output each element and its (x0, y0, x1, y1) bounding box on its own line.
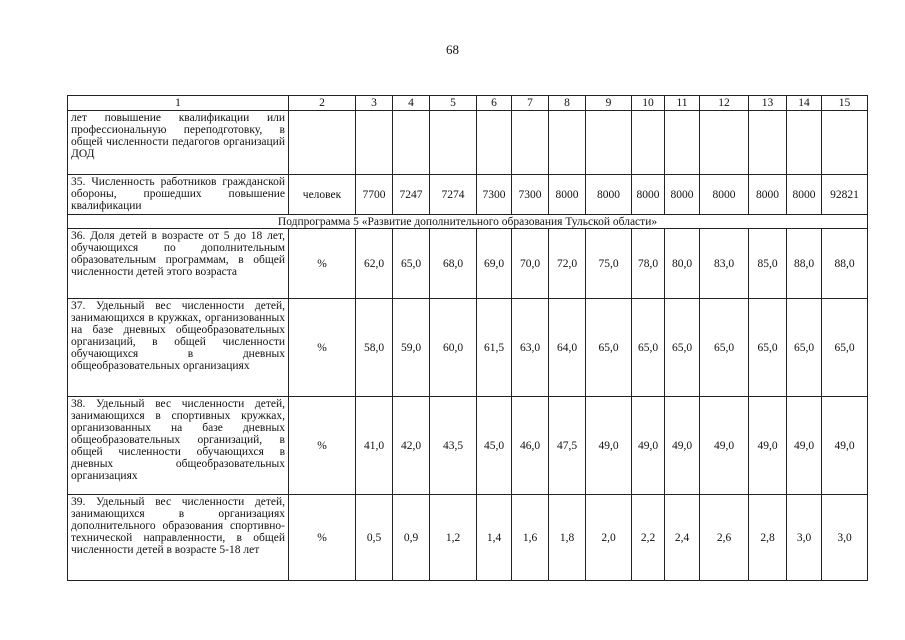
value-cell: 64,0 (549, 299, 586, 397)
table-row (68, 111, 868, 175)
value-cell: 63,0 (512, 299, 549, 397)
value-cell: 8000 (586, 175, 632, 215)
value-cell: 49,0 (665, 397, 700, 495)
value-cell: 75,0 (586, 229, 632, 299)
value-cell: 65,0 (822, 299, 868, 397)
value-cell: 7700 (356, 175, 393, 215)
value-cell (430, 111, 477, 175)
value-cell (356, 111, 393, 175)
indicator-description: 37. Удельный вес численности детей, занимающихся в кружках, организованных на базе дневных общеобразовательных организаций, в общей численности обучающихся в дневных общеобразовательных организациях (68, 299, 289, 397)
header-cell: 4 (393, 96, 430, 111)
value-cell: 1,8 (549, 495, 586, 581)
value-cell: 49,0 (586, 397, 632, 495)
value-cell: 65,0 (700, 299, 749, 397)
value-cell: 8000 (749, 175, 787, 215)
table-row (68, 299, 868, 397)
unit-cell: % (289, 397, 356, 495)
value-cell: 2,0 (586, 495, 632, 581)
value-cell: 78,0 (632, 229, 665, 299)
header-cell: 3 (356, 96, 393, 111)
value-cell: 2,4 (665, 495, 700, 581)
header-cell: 6 (477, 96, 512, 111)
value-cell: 70,0 (512, 229, 549, 299)
table-row (68, 397, 868, 495)
value-cell: 92821 (822, 175, 868, 215)
value-cell: 42,0 (393, 397, 430, 495)
value-cell: 80,0 (665, 229, 700, 299)
value-cell: 61,5 (477, 299, 512, 397)
header-cell: 10 (632, 96, 665, 111)
value-cell (749, 111, 787, 175)
unit-cell (289, 111, 356, 175)
value-cell: 62,0 (356, 229, 393, 299)
table-row (68, 495, 868, 581)
unit-cell: человек (289, 175, 356, 215)
value-cell: 8000 (632, 175, 665, 215)
value-cell (549, 111, 586, 175)
table-row (68, 175, 868, 215)
value-cell: 7274 (430, 175, 477, 215)
value-cell: 8000 (549, 175, 586, 215)
value-cell (586, 111, 632, 175)
indicator-description: 39. Удельный вес численности детей, занимающихся в организациях дополнительного образования спортивно-технической направленности, в общей численности детей в возрасте 5-18 лет (68, 495, 289, 581)
indicator-description: 35. Численность работников гражданской обороны, прошедших повышение квалификации (68, 175, 289, 215)
value-cell: 3,0 (822, 495, 868, 581)
value-cell: 49,0 (749, 397, 787, 495)
value-cell: 1,6 (512, 495, 549, 581)
value-cell: 2,6 (700, 495, 749, 581)
value-cell (477, 111, 512, 175)
value-cell: 8000 (665, 175, 700, 215)
header-cell: 1 (68, 96, 289, 111)
value-cell: 0,5 (356, 495, 393, 581)
value-cell: 8000 (700, 175, 749, 215)
header-cell: 15 (822, 96, 868, 111)
value-cell: 69,0 (477, 229, 512, 299)
header-cell: 14 (787, 96, 822, 111)
value-cell: 65,0 (393, 229, 430, 299)
value-cell: 41,0 (356, 397, 393, 495)
header-cell: 2 (289, 96, 356, 111)
value-cell: 83,0 (700, 229, 749, 299)
value-cell: 49,0 (632, 397, 665, 495)
header-cell: 13 (749, 96, 787, 111)
value-cell: 65,0 (749, 299, 787, 397)
subprogram-row (68, 215, 868, 229)
value-cell: 8000 (787, 175, 822, 215)
value-cell: 49,0 (700, 397, 749, 495)
value-cell: 85,0 (749, 229, 787, 299)
value-cell: 1,2 (430, 495, 477, 581)
value-cell: 47,5 (549, 397, 586, 495)
indicator-description: 38. Удельный вес численности детей, занимающихся в спортивных кружках, организованных на базе дневных общеобразовательных организаций, в общей численности обучающихся в дневных общеобразовательных организациях (68, 397, 289, 495)
header-row (68, 96, 868, 111)
value-cell (632, 111, 665, 175)
value-cell: 7247 (393, 175, 430, 215)
subprogram-title: Подпрограмма 5 «Развитие дополнительного образования Тульской области» (68, 215, 868, 229)
value-cell: 49,0 (787, 397, 822, 495)
header-cell: 5 (430, 96, 477, 111)
value-cell: 0,9 (393, 495, 430, 581)
value-cell: 65,0 (665, 299, 700, 397)
unit-cell: % (289, 229, 356, 299)
value-cell: 88,0 (787, 229, 822, 299)
value-cell (787, 111, 822, 175)
indicators-table (67, 95, 868, 581)
value-cell (393, 111, 430, 175)
value-cell (822, 111, 868, 175)
header-cell: 12 (700, 96, 749, 111)
value-cell (665, 111, 700, 175)
value-cell: 45,0 (477, 397, 512, 495)
value-cell: 49,0 (822, 397, 868, 495)
header-cell: 8 (549, 96, 586, 111)
page-number: 68 (446, 42, 459, 57)
value-cell: 65,0 (586, 299, 632, 397)
indicator-description: 36. Доля детей в возрасте от 5 до 18 лет, обучающихся по дополнительным образовательным программам, в общей численности детей этого возраста (68, 229, 289, 299)
value-cell: 7300 (512, 175, 549, 215)
value-cell: 88,0 (822, 229, 868, 299)
value-cell: 2,8 (749, 495, 787, 581)
value-cell: 43,5 (430, 397, 477, 495)
value-cell: 3,0 (787, 495, 822, 581)
value-cell: 1,4 (477, 495, 512, 581)
value-cell: 58,0 (356, 299, 393, 397)
value-cell: 59,0 (393, 299, 430, 397)
indicator-description: лет повышение квалификации или профессиональную переподготовку, в общей численности педагогов организаций ДОД (68, 111, 289, 175)
header-cell: 11 (665, 96, 700, 111)
unit-cell: % (289, 299, 356, 397)
value-cell (700, 111, 749, 175)
value-cell: 72,0 (549, 229, 586, 299)
value-cell: 2,2 (632, 495, 665, 581)
value-cell: 46,0 (512, 397, 549, 495)
value-cell: 60,0 (430, 299, 477, 397)
unit-cell: % (289, 495, 356, 581)
value-cell: 65,0 (787, 299, 822, 397)
header-cell: 7 (512, 96, 549, 111)
value-cell: 68,0 (430, 229, 477, 299)
value-cell: 7300 (477, 175, 512, 215)
table-row (68, 229, 868, 299)
value-cell (512, 111, 549, 175)
header-cell: 9 (586, 96, 632, 111)
value-cell: 65,0 (632, 299, 665, 397)
